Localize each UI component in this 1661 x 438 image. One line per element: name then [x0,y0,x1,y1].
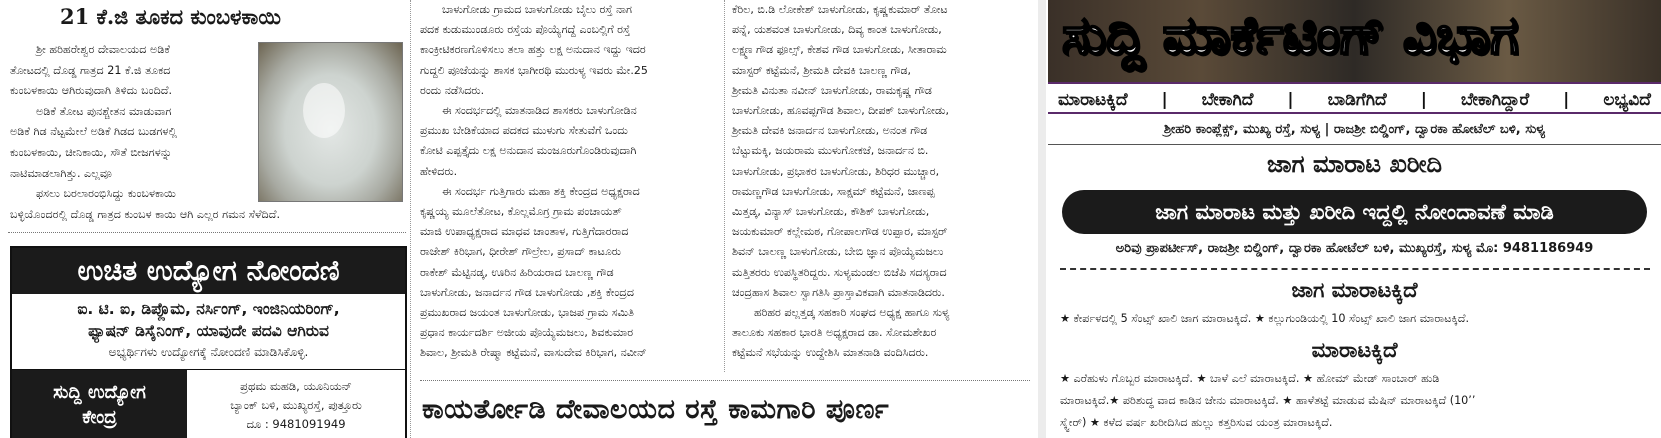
job-ad-header: ಉಚಿತ ಉದ್ಯೋಗ ನೋಂದಣಿ [12,248,405,294]
road-article-left [420,0,718,364]
left-column [0,0,408,438]
pumpkin-headline: 21 ಕೆ.ಜಿ ತೂಕದ ಕುಂಬಳಕಾಯಿ [60,4,281,29]
job-ad-courses-2: ಫ್ಯಾಷನ್ ಡಿಸೈನಿಂಗ್, ಯಾವುದೇ ಪದವಿ ಆಗಿರುವ [88,322,329,340]
article-line: ಶ್ರೀ ಹರಿಹರೇಶ್ವರ ದೇವಾಲಯದ ಅಡಿಕೆ [36,43,170,56]
pumpkin-photo [258,42,403,202]
article-line: ಶ್ರೀಮತಿ ವಿನುತಾ ನವೀನ್ ಬಾಳುಗೋಡು, ರಾಮಕೃಷ್ಣ ಗೌಡ [732,83,932,97]
right-column [1048,0,1661,438]
article-line: ಬೆಟ್ಟುಮಕ್ಕಿ, ಜಯರಾಮ ಮುಳುಗೋಕಜೆ, ಜನಾರ್ದನ ಬಿ. [732,144,929,158]
marketing-title: ಸುದ್ದಿ ಮಾರ್ಕೆಟಿಂಗ್ ವಿಭಾಗ [1062,6,1519,66]
job-address-line-2: ಬ್ಯಾಂಕ್ ಬಳಿ, ಮುಖ್ಯರಸ್ತೆ, ಪುತ್ತೂರು [230,397,362,412]
wavy-divider [1060,268,1650,276]
article-line: ರಂದು ನಡೆಸಿದರು. [420,83,485,97]
inner-rule [724,0,725,372]
page-gutter [1038,0,1046,438]
land-trade-title: ಜಾಗ ಮಾರಾಟ ಖರೀದಿ [1267,150,1442,178]
article-line: ತಾಲೂಕು ಸಹಕಾರ ಭಾರತಿ ಅಧ್ಯಕ್ಷರಾದ ಡಾ. ಸೋಮಶೇಖರ [732,326,937,340]
article-line: ಈ ಸಂದರ್ಭ ಗುತ್ತಿಗಾರು ಮಹಾ ಶಕ್ತಿ ಕೇಂದ್ರದ ಅಧ್ಯಕ್ಷರಾದ [442,184,640,198]
marketing-banner [1048,0,1661,82]
article-line: ಕೆರಿಲ, ಬಿ.ಡಿ ಲೋಕೇಶ್ ಬಾಳುಗೋಡು, ಕೃಷ್ಣಕುಮಾರ್ ತೋಟ [732,3,948,16]
article-line: ಕೃಷ್ಣಯ್ಯ ಮೂಲೆತೋಟ, ಕೊಲ್ಲಮೊಗ್ರ ಗ್ರಾಮ ಪಂಚಾಯತ್ [420,205,622,219]
article-line: ಮಿತ್ತಡ್ಕ, ವಿನ್ಯಾಸ್ ಬಾಳುಗೋಡು, ಕೌಶಿಕ್ ಬಾಳುಗೋಡು, [732,205,930,219]
article-line: ಬಳ್ಳಿಯೊಂದರಲ್ಲಿ ದೊಡ್ಡ ಗಾತ್ರದ ಕುಂಬಳ ಕಾಯಿ ಆಗಿ ಎಲ್ಲರ ಗಮನ ಸೆಳೆದಿದೆ. [10,208,280,221]
job-phone: ದೂ : 9481091949 [246,416,346,431]
job-ad-footer [12,369,405,438]
job-centre-line-2: ಕೇಂದ್ರ [82,407,117,428]
article-line: ಪನ್ನೆ, ಯಶವಂತ ಬಾಳುಗೋಡು, ದಿವ್ಯ ಕಾಂತ ಬಾಳುಗೋಡು, [732,23,942,37]
article-line: ಅಡಿಕೆ ಗಿಡ ನೆಟ್ಟಮೇಲೆ ಅಡಿಕೆ ಗಿಡದ ಬುಡಗಳಲ್ಲಿ [10,125,177,139]
job-registration-ad [10,246,407,438]
category-item: ಬೇಕಾಗಿದೆ [1201,90,1254,110]
article-line: ಕುಂಬಳಕಾಯಿ ಆಗಿರುವುದಾಗಿ ತಿಳಿದು ಬಂದಿದೆ. [10,84,173,98]
article-line: ಈ ಸಂದರ್ಭದಲ್ಲಿ ಮಾತನಾಡಿದ ಶಾಸಕರು ಬಾಳುಗೋಡಿನ [442,104,637,118]
article-line: ಹರಿಹರ ಪಲ್ಲತ್ತಡ್ಕ ಸಹಕಾರಿ ಸಂಘದ ಅಧ್ಯಕ್ಷ ಹಾಗೂ ಸುಳ್ಯ [754,306,950,320]
for-sale-line: ಸ್ಕ್ವೇರ್) ★ ಕಳೆದ ವರ್ಷ ಖರೀದಿಸಿದ ಹುಲ್ಲು ಕತ್ತರಿಸುವ ಯಂತ್ರ ಮಾರಾಟಕ್ಕಿದೆ. [1060,416,1333,429]
pumpkin-article-top [10,40,250,205]
article-line: ಲಕ್ಷ್ಮಣ ಗೌಡ ಫೂಲ್ಸ್, ಕೇಶವ ಗೌಡ ಬಾಳುಗೋಡು, ಸೀತಾರಾಮ [732,43,947,57]
land-sale-title: ಜಾಗ ಮಾರಾಟಕ್ಕಿದೆ [1291,278,1418,302]
article-line: ಬಾಳುಗೋಡು, ಹೂವಪ್ಪಗೌಡ ಶಿವಾಲ, ದೀಪಕ್ ಬಾಳುಗೋಡು, [732,104,949,118]
divider [8,232,406,233]
article-line: ಮಾಸ್ಟರ್ ಕಟ್ಟೆಮನೆ, ಶ್ರೀಮತಿ ದೇವಕಿ ಬಾಲಣ್ಣ ಗೌಡ, [732,63,912,77]
agency-address: ಅರಿವು ಪ್ರಾಪರ್ಟೀಸ್, ರಾಜಶ್ರೀ ಬಿಲ್ಡಿಂಗ್, ದ್ವಾರಕಾ ಹೋಟೆಲ್ ಬಳಿ, ಮುಖ್ಯರಸ್ತೆ, ಸುಳ್ಯ ಮೊ: 9481186949 [1115,241,1594,256]
land-sale-list: ★ ಕೇರ್ಪಳದಲ್ಲಿ 5 ಸೆಂಟ್ಸ್ ಖಾಲಿ ಜಾಗ ಮಾರಾಟಕ್ಕಿದೆ. ★ ಕಲ್ಲುಗುಂಡಿಯಲ್ಲಿ 10 ಸೆಂಟ್ಸ್ ಖಾಲಿ ಜಾಗ ಮಾರಾಟಕ್ಕಿದೆ. [1060,312,1470,325]
article-line: ಕುಂಬಳಕಾಯಿ, ಚೀನಿಕಾಯಿ, ಸೌತೆ ಬೀಜಗಳನ್ನು [10,145,173,159]
article-line: ಬಾಳುಗೋಡು, ಪ್ರಭಾಕರ ಬಾಳುಗೋಡು, ಶಿರಿಧರ ಮುಚ್ಚಾರ, [732,164,940,178]
middle-column [414,0,1036,438]
article-line: ಗುದ್ದಲಿ ಪೂಜೆಯನ್ನು ಶಾಸಕ ಭಾಗೀರಥಿ ಮುರುಳ್ಯ ಇವರು ಮೇ.25 [420,63,648,77]
job-centre-name [12,370,187,438]
category-item: ಲಭ್ಯವಿದೆ [1603,90,1651,110]
article-line: ಮಾಜಿ ಉಪಾಧ್ಯಕ್ಷರಾದ ಮಾಧವ ಚಾಂತಾಳ, ಗುತ್ತಿಗೆದಾರರಾದ [420,225,629,239]
article-line: ರಾಕೇಶ್ ಮೆಟ್ಟಿನಡ್ಕ, ಊರಿನ ಹಿರಿಯರಾದ ಬಾಲಣ್ಣ ಗೌಡ [420,265,614,279]
article-line: ಬಾಳುಗೋಡು ಗ್ರಾಮದ ಬಾಳುಗೋಡು ಬೈಲು ರಸ್ತೆ ನಾಗ [442,3,632,16]
article-line: ಶ್ರೀಮತಿ ದೇವಕಿ ಜನಾರ್ದನ ಬಾಳುಗೋಡು, ಅನಂತ ಗೌಡ [732,124,928,138]
article-line: ತೋಟದಲ್ಲಿ ದೊಡ್ಡ ಗಾತ್ರದ 21 ಕೆ.ಜಿ ತೂಕದ [10,63,171,77]
category-strip: ಮಾರಾಟಕ್ಕಿದೆ | ಬೇಕಾಗಿದೆ | ಬಾಡಿಗೆಗಿದೆ | ಬೇಕಾಗಿದ್ದಾರೆ | ಲಭ್ಯವಿದೆ [1048,82,1661,114]
article-line: ಕೋಟಿ ಎಪ್ಪತ್ತೈದು ಲಕ್ಷ ಅನುದಾನ ಮಂಜೂರುಗೊಂಡಿರುವುದಾಗಿ [420,144,637,158]
article-line: ಅಡಿಕೆ ತೋಟ ಪುನಶ್ಚೇತನ ಮಾಡುವಾಗ [36,104,172,118]
article-line: ಪ್ರಧಾನ ಕಾರ್ಯದರ್ಶಿ ಅಜೀಯ ಪೊಯ್ಯೆಮಜಲು, ಶಿವಕುಮಾರ [420,326,634,340]
article-line: ಜಯಕುಮಾರ್ ಕಲ್ಲೇಮಠ, ಗೋಪಾಲಗೌಡ ಉಪ್ಪಾರ, ಮಾಸ್ಟರ್ [732,225,948,239]
column-rule [410,0,411,438]
article-line: ಬಾಳುಗೋಡು, ಜನಾರ್ದನ ಗೌಡ ಬಾಳುಗೋಡು ,ಶಕ್ತಿ ಕೇಂದ್ರದ [420,285,634,299]
article-line: ಪ್ರಮುಖರಾದ ಜಯಂತ ಬಾಳುಗೋಡು, ಭಾಜಪ ಗ್ರಾಮ ಸಮಿತಿ [420,306,634,320]
article-line: ನಾಟಿಮಾಡಲಾಗಿತ್ತು. ಎಲ್ಲವೂ [10,166,112,180]
job-ad-courses: ಐ. ಟಿ. ಐ, ಡಿಪ್ಲೊಮ, ನರ್ಸಿಂಗ್, ಇಂಜಿನಿಯರಿಂಗ್, [77,300,340,318]
article-line: ಪದಕ ಕುಡುಮುಂಡೂರು ರಸ್ತೆಯ ಪೊಯ್ಯೆಗದ್ದೆ ಎಂಬಲ್ಲಿಗೆ ರಸ್ತೆ [420,23,631,37]
article-line: ಪ್ರಮುಖ ಬೇಡಿಕೆಯಾದ ಪದಕದ ಮುಳುಗು ಸೇತುವೆಗೆ ಒಂದು [420,124,628,138]
temple-road-headline: ಕಾಯರ್ತೋಡಿ ದೇವಾಲಯದ ರಸ್ತೆ ಕಾಮಗಾರಿ ಪೂರ್ಣ [422,394,890,425]
article-line: ಫಸಲು ಬರಲಾರಂಭಿಸಿದ್ದು ಕುಂಬಳಕಾಯಿ [36,187,177,201]
office-address: ಶ್ರೀಹರಿ ಕಾಂಪ್ಲೆಕ್ಸ್, ಮುಖ್ಯ ರಸ್ತೆ, ಸುಳ್ಯ | ರಾಜಶ್ರೀ ಬಿಲ್ಡಿಂಗ್, ದ್ವಾರಕಾ ಹೋಟೆಲ್ ಬಳಿ, ಸುಳ್ಯ [1048,116,1661,145]
article-line: ಕಾಂಕ್ರೀಟಿಕರಣಗೊಳಿಸಲು ತಲಾ ಹತ್ತು ಲಕ್ಷ ಅನುದಾನ ಇದ್ದು ಇದರ [420,43,646,57]
category-item: ಮಾರಾಟಕ್ಕಿದೆ [1058,90,1128,110]
for-sale-title: ಮಾರಾಟಕ್ಕಿದೆ [1311,338,1398,362]
article-line: ಕಟ್ಟೆಮನೆ ಸಭೆಯನ್ನು ಉದ್ದೇಶಿಸಿ ಮಾತನಾಡಿ ವಂದಿಸಿದರು. [732,346,929,360]
for-sale-line: ★ ಎರೆಹುಳು ಗೊಬ್ಬರ ಮಾರಾಟಕ್ಕಿದೆ. ★ ಬಾಳೆ ಎಲೆ ಮಾರಾಟಕ್ಕಿದೆ. ★ ಹೋಮ್ ಮೇಡ್ ಸಾಂಬಾರ್ ಹುಡಿ [1060,372,1440,385]
article-line: ಮತ್ತಿತರರು ಉಪಸ್ಥಿತರಿದ್ದರು. ಸುಳ್ಯಮಂಡಲ ಬಿಜೆಪಿ ಸದಸ್ಯರಾದ [732,265,947,279]
road-article-right [732,0,1030,364]
article-line: ರಾಜೇಶ್ ಕಿರಿಭಾಗ, ಧೀರೇಶ್ ಗೌಲ್ರೇಲ, ಪ್ರಸಾದ್ ಕಾಟೂರು [420,245,622,259]
article-line: ರಾಮಣ್ಣಗೌಡ ಬಾಳುಗೋಡು, ಸಾಕ್ಷಮ್ ಕಟ್ಟೆಮನೆ, ಜಾಣಪ್ಪ [732,184,935,198]
land-registration-pill: ಜಾಗ ಮಾರಾಟ ಮತ್ತು ಖರೀದಿ ಇದ್ದಲ್ಲಿ ನೋಂದಾವಣೆ ಮಾಡಿ [1062,190,1647,234]
category-item: ಬೇಕಾಗಿದ್ದಾರೆ [1460,90,1530,110]
for-sale-line: ಮಾರಾಟಕ್ಕಿದೆ.★ ಪರಿಶುದ್ಧ ವಾದ ಕಾಡಿನ ಜೇನು ಮಾರಾಟಕ್ಕಿದೆ. ★ ಹಾಳೆತಟ್ಟೆ ಮಾಡುವ ಮೆಷಿನ್ ಮಾರಾಟಕ್ಕಿದೆ (10’’ [1060,394,1476,407]
job-centre-address [187,370,405,438]
category-item: ಬಾಡಿಗೆಗಿದೆ [1327,90,1387,110]
article-line: ಶಿವಾಲ, ಶ್ರೀಮತಿ ರೇಷ್ಮಾ ಕಟ್ಟೆಮನೆ, ವಾಸುದೇವ ಕಿರಿಭಾಗ, ನವೀನ್ [420,346,647,360]
article-line: ಹೇಳಿದರು. [420,164,458,178]
article-line: ಶಿವನ್ ಬಾಲಣ್ಣ ಬಾಳುಗೋಡು, ಬೇಬಿ ಜ್ಞಾನ ಪೊಯ್ಯೆಮಜಲು [732,245,944,259]
job-centre-line-1: ಸುದ್ದಿ ಉದ್ಯೋಗ [53,382,146,403]
divider [420,380,1030,381]
job-ad-note: ಅಭ್ಯರ್ಥಿಗಳು ಉದ್ಯೋಗಕ್ಕೆ ನೋಂದಣಿ ಮಾಡಿಸಿಕೊಳ್ಳಿ. [108,345,309,359]
job-address-line-1: ಪ್ರಥಮ ಮಹಡಿ, ಯೂನಿಯನ್ [240,378,352,393]
article-line: ಚಂದ್ರಹಾಸ ಶಿವಾಲ ಸ್ವಾಗತಿಸಿ ಪ್ರಾಸ್ತಾವಿಕವಾಗಿ ಮಾತನಾಡಿದರು. [732,285,945,299]
